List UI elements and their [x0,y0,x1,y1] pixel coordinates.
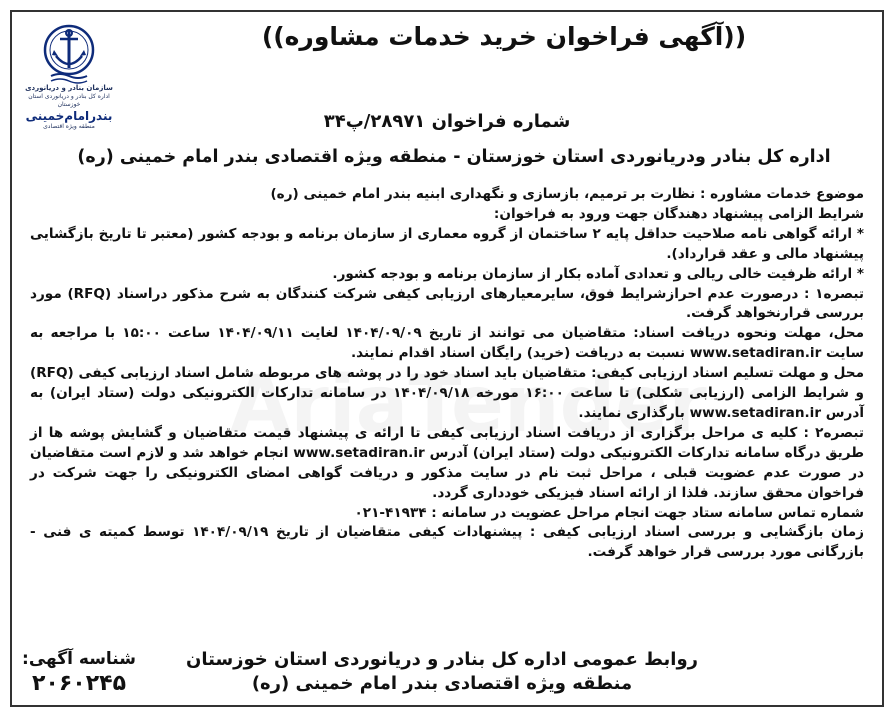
setadiran-link[interactable]: www.setadiran.ir [689,404,822,421]
requirement-1: * ارائه گواهی نامه صلاحیت حداقل پایه ۲ ساختمان از گروه معماری از سازمان برنامه و بودجه کشور (معتبر تا تاریخ بازگشایی پیشنهاد مالی و عقد قرارداد). [30,225,864,262]
requirements-intro: شرایط الزامی پیشنهاد دهندگان جهت ورود به فراخوان: [493,205,864,222]
notice-id-box [18,648,140,704]
anchor-emblem-icon [42,22,96,84]
requirement-2: * ارائه ظرفیت خالی ریالی و تعدادی آماده بکار از سازمان برنامه و بودجه کشور. [332,265,864,282]
logo-line-2: اداره کل بنادر و دریانوردی استان خوزستان [28,93,110,108]
contact-line: شماره تماس سامانه ستاد جهت انجام مراحل عضویت در سامانه : ۴۱۹۳۴-۰۲۱ [354,504,864,521]
documents-part-b: نسبت به دریافت (خرید) رایگان اسناد اقدام نمایند. [350,345,690,362]
submission-part-c: بارگذاری نمایند. [578,404,690,421]
note-2-part-b: انجام خواهد شد و لازم است متقاضیان در صورت عدم عضویت قبلی ، مراحل ثبت نام در سایت مذکور و دریافت گواهی امضای الکترونیکی را جهت شرکت در فراخوان محقق سازند. فلذا از ارائه اسناد فیزیکی خودداری گردد. [30,444,864,501]
notice-title: ((آگهی فراخوان خرید خدمات مشاوره)) [261,22,747,51]
note-1-part-b: ) مورد بررسی قرارنخواهد گرفت. [30,285,864,322]
notice-body [30,185,864,563]
note-2 [30,424,864,504]
logo-line-1: سازمان بنادر و دریانوردی [25,84,113,92]
rfq-code: RFQ [73,285,105,302]
call-number: شماره فراخوان ۲۸۹۷۱/پ۳۴ [323,111,571,132]
setadiran-link[interactable]: www.setadiran.ir [689,345,822,362]
subject-line: موضوع خدمات مشاوره : نظارت بر ترمیم، بازسازی و نگهداری ابنیه بندر امام خمینی (ره) [270,186,864,202]
opening-line: زمان بازگشایی و بررسی اسناد ارزیابی کیفی : پیشنهادات کیفی متقاضیان از تاریخ ۱۴۰۴/۰۹/۱۹ توسط کمیته ی فنی - بازرگانی مورد بررسی قرار خواهد گرفت. [30,524,864,561]
organization-name: اداره کل بنادر ودریانوردی استان خوزستان - منطقه ویژه اقتصادی بندر امام خمینی (ره) [77,147,831,167]
footer-line-1: روابط عمومی اداره کل بنادر و دریانوردی استان خوزستان [185,649,699,670]
ports-organization-logo [20,22,118,134]
submission-part-a: محل و مهلت تسلیم اسناد ارزیابی کیفی: متقاضیان باید اسناد خود را در پوشه های مربوطه شامل اسناد ارزیابی کیفی ( [67,365,864,382]
note-1 [30,285,864,325]
setadiran-link[interactable]: www.setadiran.ir [293,444,425,461]
notice-id-value: ۲۰۶۰۲۴۵ [32,671,126,696]
note-2-part-a: تبصره۲ : کلیه ی مراحل برگزاری از دریافت اسناد ارزیابی کیفی تا ارائه ی پیشنهاد قیمت متقاضیان و گشایش پوشه ها از طریق درگاه سامانه تدارکات الکترونیکی دولت (ستاد ایران) آدرس [30,424,864,461]
submission-info [30,364,864,424]
documents-part-a: محل، مهلت ونحوه دریافت اسناد: متقاضیان می توانند از تاریخ ۱۴۰۴/۰۹/۰۹ لغایت ۱۴۰۴/۰۹/۱۱ ساعت ۱۵:۰۰ با مراجعه به سایت [30,325,864,362]
rfq-code: RFQ [36,365,68,382]
logo-line-3: منطقه ویژه اقتصادی [43,123,95,130]
documents-info [30,324,864,364]
footer-line-2: منطقه ویژه اقتصادی بندر امام خمینی (ره) [251,673,633,694]
footer-signature [180,648,704,696]
logo-name: بندرامام‌خمینی [25,109,113,123]
submission-part-b: ) و شرایط الزامی (ارزیابی شکلی) تا ساعت ۱۶:۰۰ مورخه ۱۴۰۴/۰۹/۱۸ در سامانه تدارکات الکترونیکی دولت (ستاد ایران) به آدرس [30,365,864,421]
note-1-part-a: تبصره۱ : درصورت عدم احرازشرایط فوق، سایرمعیارهای ارزیابی کیفی شرکت کنندگان به شرح مذکور دراسناد ( [104,285,865,302]
notice-id-label: شناسه آگهی: [22,649,136,669]
